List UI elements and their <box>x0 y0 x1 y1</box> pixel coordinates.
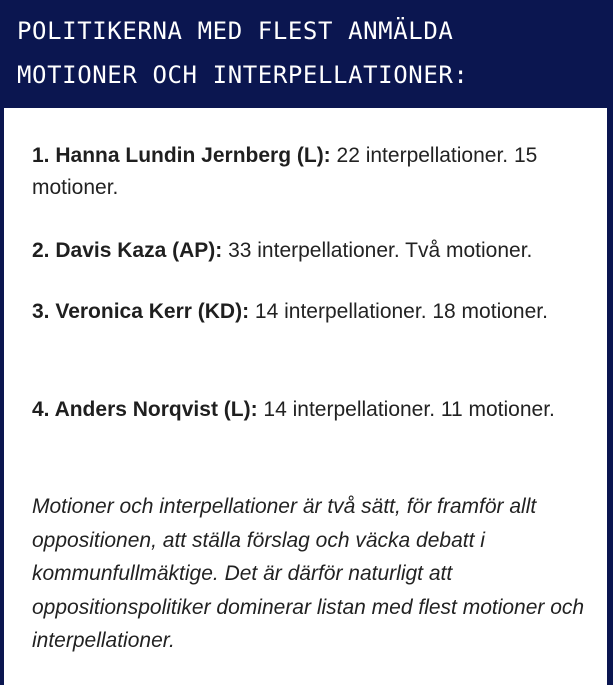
politician-stats: 33 interpellationer. Två motioner. <box>222 239 533 262</box>
list-card <box>4 108 607 685</box>
politician-name: 4. Anders Norqvist (L): <box>32 398 258 421</box>
politician-stats: 14 interpellationer. 11 motioner. <box>257 398 555 421</box>
list-item <box>32 140 592 204</box>
list-item <box>32 394 592 426</box>
politician-name: 1. Hanna Lundin Jernberg (L): <box>32 144 331 167</box>
politician-stats: 14 interpellationer. 18 motioner. <box>249 300 548 323</box>
politician-name: 3. Veronica Kerr (KD): <box>32 300 250 323</box>
list-item <box>32 296 592 328</box>
header-title-line-2: MOTIONER OCH INTERPELLATIONER: <box>17 61 469 89</box>
explanatory-note: Motioner och interpellationer är två sätt, för framför allt oppositionen, att ställa förslag och väcka debatt i kommunfullmäktige. Det är därför naturligt att oppositionspolitiker dominerar listan med flest motioner och interpellationer. <box>32 495 585 652</box>
list-header <box>0 0 613 108</box>
politician-stats: 22 interpellationer. 15 motioner. <box>32 144 538 199</box>
header-title-line-1: POLITIKERNA MED FLEST ANMÄLDA <box>17 17 454 45</box>
politician-name: 2. Davis Kaza (AP): <box>32 239 223 262</box>
list-item <box>32 235 592 267</box>
